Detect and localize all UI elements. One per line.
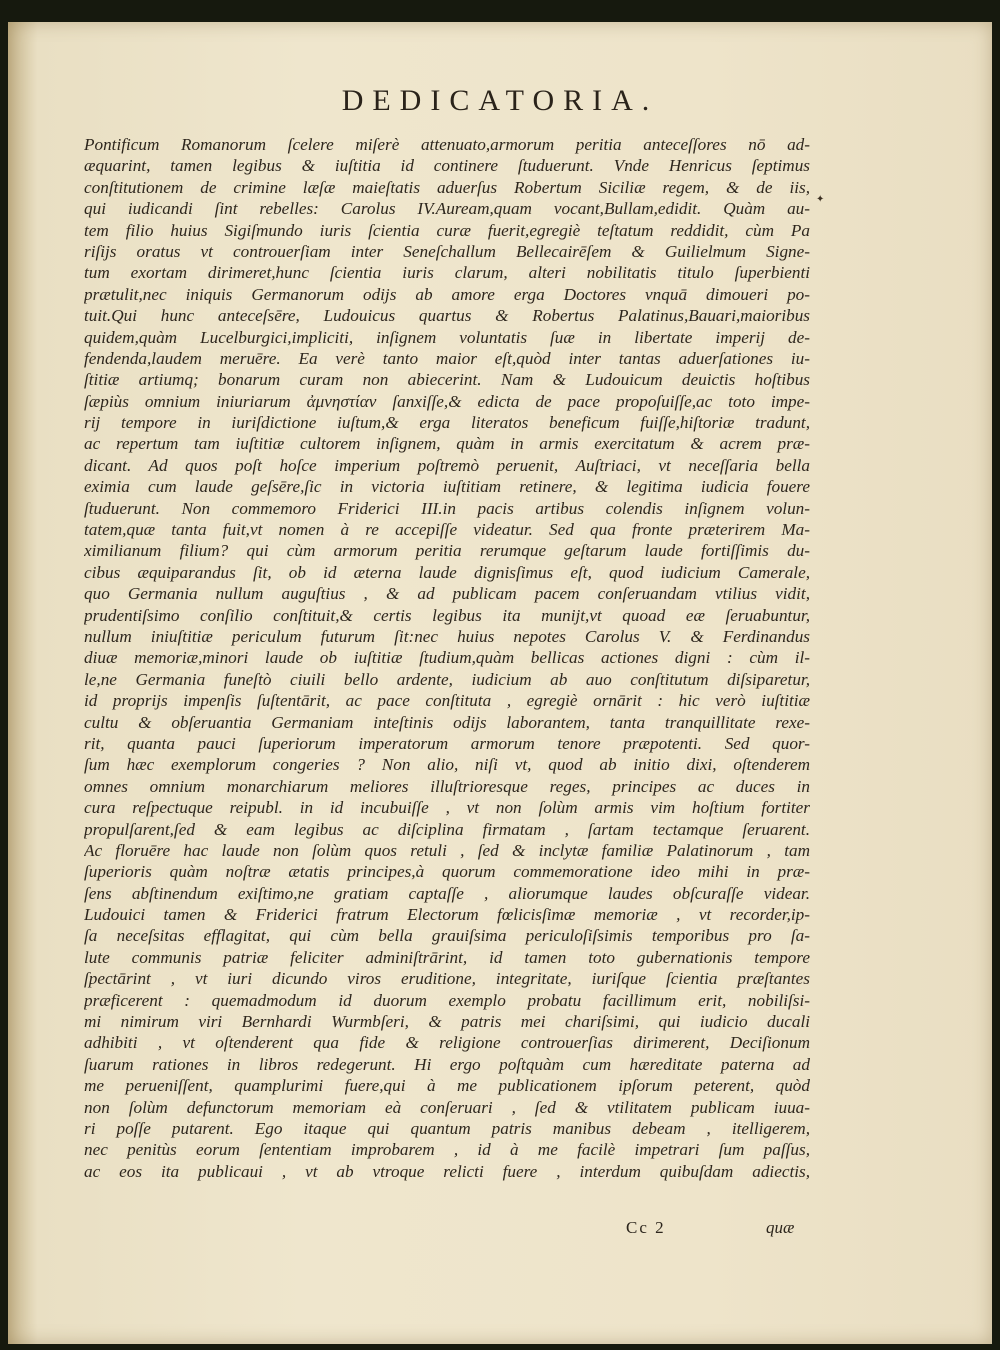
text-line: ſtitiæ artiumq; bonarum curam non abiecerint. Nam & Ludouicum deuictis hoſtibus xyxy=(84,370,810,390)
text-line: Ac floruēre hac laude non ſolùm quos retuli , ſed & inclytæ familiæ Palatinorum , tam xyxy=(84,840,810,860)
text-line: præficerent : quemadmodum id duorum exemplo probatu facillimum erit, nobiliſsi- xyxy=(84,990,810,1010)
text-line: cultu & obſeruantia Germaniam inteſtinis odijs laborantem, tanta tranquillitate rexe- xyxy=(84,712,810,732)
text-line: diuæ memoriæ,minori laude ob iuſtitiæ ſtudium,quàm bellicas actiones digni : cùm il- xyxy=(84,648,810,668)
text-line: ſuperioris quàm noſtræ ætatis principes,à quorum commemoratione ideo mihi in præ- xyxy=(84,862,810,882)
paper-sheet xyxy=(8,22,992,1344)
text-line: tatem,quæ tanta fuit,vt nomen à re accepiſſe videatur. Sed qua fronte præterirem Ma- xyxy=(84,520,810,540)
text-line: eximia cum laude geſsēre,ſic in victoria iuſtitiam retinere, & legitima iudicia fouere xyxy=(84,477,810,497)
text-line: rit, quanta pauci ſuperiorum imperatorum armorum tenore præpotenti. Sed quor- xyxy=(84,733,810,753)
text-line: nullum iniuſtitiæ periculum futurum ſit:nec huius nepotes Carolus V. & Ferdinandus xyxy=(84,626,810,646)
text-line: prudentiſsimo conſilio conſtituit,& certis legibus ita munijt,vt quoad eæ ſeruabuntur, xyxy=(84,605,810,625)
text-line: omnes omnium monarchiarum meliores illuſtrioresque reges, principes ac duces in xyxy=(84,776,810,796)
text-line: Ludouici tamen & Friderici fratrum Electorum fœlicisſimæ memoriæ , vt recorder,ip- xyxy=(84,905,810,925)
text-line: cibus æquiparandus ſit, ob id æterna laude dignisſimus eſt, quod iudicium Camerale, xyxy=(84,562,810,582)
text-line: mi nimirum viri Bernhardi Wurmbſeri, & patris mei chariſsimi, qui iudicio ducali xyxy=(84,1012,810,1032)
text-line: quidem,quàm Lucelburgici,impliciti, inſignem voluntatis ſuæ in libertate imperij de- xyxy=(84,327,810,347)
text-line: me perueniſſent, quamplurimi fuere,qui à me publicationem ipſorum peterent, quòd xyxy=(84,1076,810,1096)
text-line: lute communis patriæ feliciter adminiſtrārint, id tamen toto gubernationis tempore xyxy=(84,947,810,967)
text-line: ac eos ita publicaui , vt ab vtroque relicti fuere , interdum quibuſdam adiectis, xyxy=(84,1161,810,1181)
text-line: tum exortam dirimeret,hunc ſcientia iuris clarum, alteri nobilitatis titulo ſuperbienti xyxy=(84,263,810,283)
margin-mark-icon: ✦ xyxy=(816,194,825,205)
text-line: ſum hæc exemplorum congeries ? Non alio, niſi vt, quod ab initio dixi, oſtenderem xyxy=(84,755,810,775)
text-line: qui iudicandi ſint rebelles: Carolus IV.Auream,quam vocant,Bullam,edidit. Quàm au- xyxy=(84,199,810,219)
text-line: quo Germania nullum auguſtius , & ad publicam pacem conſeruandam vtilius vidit, xyxy=(84,584,810,604)
catchword: quæ xyxy=(766,1218,795,1237)
text-line: dicant. Ad quos poſt hoſce imperium poſtremò peruenit, Auſtriaci, vt neceſſaria bella xyxy=(84,455,810,475)
text-line: tem filio huius Sigiſmundo iuris ſcientia curæ fuerit,egregiè teſtatum reddidit, cùm Pa xyxy=(84,220,810,240)
text-line: ſens abſtinendum exiſtimo,ne gratiam captaſſe , aliorumque laudes obſcuraſſe videar. xyxy=(84,883,810,903)
text-line: ſæpiùs omnium iniuriarum ἀμνηστίαν ſanxiſſe,& edicta de pace propoſuiſſe,ac toto impe- xyxy=(84,391,810,411)
text-line: propulſarent,ſed & eam legibus ac diſciplina firmatam , ſartam tectamque ſeruarent. xyxy=(84,819,810,839)
text-line: nec penitùs eorum ſententiam improbarem , id à me facilè impetrari ſum paſſus, xyxy=(84,1140,810,1160)
text-line: fendenda,laudem meruēre. Ea verè tanto maior eſt,quòd inter tantas aduerſationes iu- xyxy=(84,348,810,368)
text-line: ſuarum rationes in libros redegerunt. Hi ergo poſtquàm cum hæreditate paterna ad xyxy=(84,1054,810,1074)
text-line: ſa neceſsitas efflagitat, qui cùm bella grauiſsima periculoſiſsimis temporibus pro ſa- xyxy=(84,926,810,946)
text-line: non ſolùm defunctorum memoriam eà conſeruari , ſed & vtilitatem publicam iuua- xyxy=(84,1097,810,1117)
text-line: prætulit,nec iniquis Germanorum odijs ab amore erga Doctores vnquā dimoueri po- xyxy=(84,284,810,304)
text-line: riſijs oratus vt controuerſiam inter Seneſchallum Bellecairēſem & Guilielmum Signe- xyxy=(84,241,810,261)
text-line: tuit.Qui hunc anteceſsēre, Ludouicus quartus & Robertus Palatinus,Bauari,maioribus xyxy=(84,306,810,326)
text-line: Pontificum Romanorum ſcelere miſerè attenuato,armorum peritia anteceſſores nō ad- xyxy=(84,135,810,154)
dedication-body-text xyxy=(84,134,810,1182)
text-line: conſtitutionem de crimine læſæ maieſtatis aduerſus Robertum Siciliæ regem, & de iis, xyxy=(84,177,810,197)
text-line: id proprijs impenſis ſuſtentārit, ac pace conſtituta , egregiè ornārit : hic verò iuſtitiæ xyxy=(84,691,810,711)
text-line: adhibiti , vt oſtenderent qua fide & religione controuerſias dirimerent, Deciſionum xyxy=(84,1033,810,1053)
running-head: DEDICATORIA. xyxy=(341,84,659,117)
text-line: ximilianum filium? qui cùm armorum peritia rerumque geſtarum laude fortiſſimis du- xyxy=(84,541,810,561)
text-line: le,ne Germania funeſtò ciuili bello ardente, iudicium ab auo conſtitutum diſsiparetur, xyxy=(84,669,810,689)
text-line: ac repertum tam iuſtitiæ cultorem inſignem, quàm in armis exercitatum & acrem præ- xyxy=(84,434,810,454)
text-line: æquarint, tamen legibus & iuſtitia id continere ſtuduerunt. Vnde Henricus ſeptimus xyxy=(84,156,810,176)
text-line: cura reſpectuque reipubl. in id incubuiſſe , vt non ſolùm armis vim hoſtium fortiter xyxy=(84,798,810,818)
text-line: rij tempore in iuriſdictione iuſtum,& erga literatos beneficum fuiſſe,hiſtoriæ tradunt, xyxy=(84,413,810,433)
text-line: ſpectārint , vt iuri dicundo viros eruditione, integritate, iuriſque ſcientia præſtantes xyxy=(84,969,810,989)
signature-mark: Cc 2 xyxy=(626,1218,666,1237)
text-line: ſtuduerunt. Non commemoro Friderici III.in pacis artibus colendis inſignem volun- xyxy=(84,498,810,518)
text-line: ri poſſe putarent. Ego itaque qui quantum patris manibus debeam , itelligerem, xyxy=(84,1118,810,1138)
